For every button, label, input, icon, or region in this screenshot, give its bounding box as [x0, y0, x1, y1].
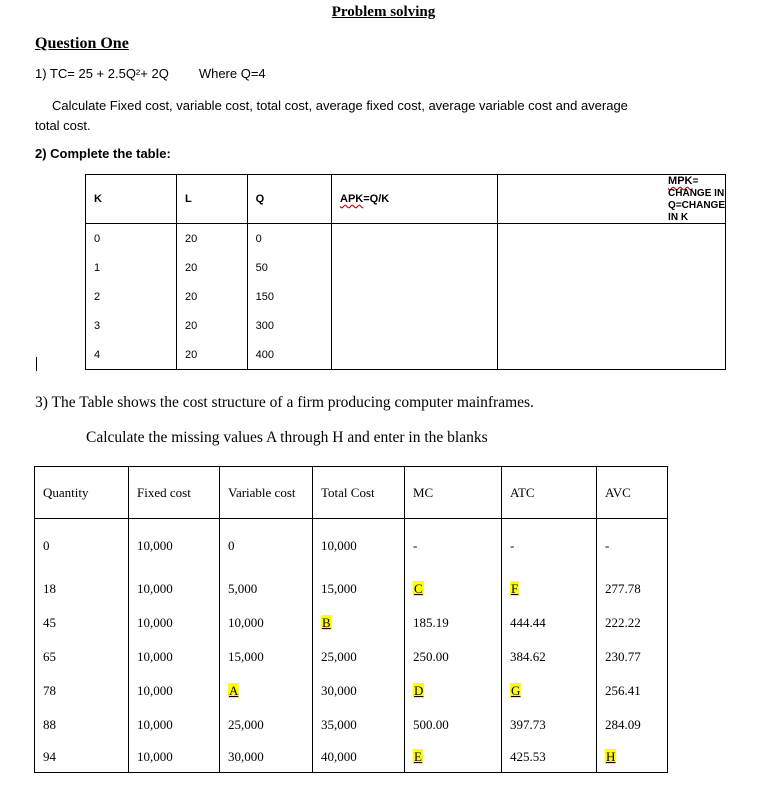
cell-quantity: 65 — [35, 640, 129, 674]
cell-fixed-cost: 10,000 — [129, 674, 220, 708]
table-row — [35, 674, 668, 708]
blank-h-marker[interactable]: H — [606, 749, 616, 764]
table-row — [35, 519, 668, 573]
cell-q: 150 — [247, 282, 331, 311]
header-atc: ATC — [502, 467, 597, 519]
cell-atc: 425.53 — [502, 742, 597, 773]
cell-k: 1 — [86, 253, 177, 282]
cell-total-cost: 30,000 — [313, 674, 405, 708]
apk-label: APK — [340, 193, 364, 205]
cell-k: 3 — [86, 311, 177, 340]
cell-q: 300 — [247, 311, 331, 340]
cell-fixed-cost: 10,000 — [129, 572, 220, 606]
header-q: Q — [247, 175, 331, 224]
text-cursor — [36, 357, 37, 371]
apk-formula: =Q/K — [363, 193, 390, 205]
cell-atc — [502, 674, 597, 708]
cell-variable-cost: 15,000 — [220, 640, 313, 674]
header-k: K — [86, 175, 177, 224]
cell-k: 2 — [86, 282, 177, 311]
cell-total-cost: 40,000 — [313, 742, 405, 773]
header-variable-cost: Variable cost — [220, 467, 313, 519]
cell-l: 20 — [176, 340, 247, 370]
cell-total-cost: 35,000 — [313, 708, 405, 742]
cell-mc: 250.00 — [405, 640, 502, 674]
cell-mc: 500.00 — [405, 708, 502, 742]
cell-mpk-blank[interactable] — [498, 311, 726, 340]
cell-fixed-cost: 10,000 — [129, 519, 220, 573]
q1-formula-line — [35, 66, 266, 81]
cell-k: 0 — [86, 224, 177, 254]
cost-structure-table — [34, 466, 668, 773]
cell-total-cost: 10,000 — [313, 519, 405, 573]
cell-q: 400 — [247, 340, 331, 370]
production-table — [85, 174, 726, 370]
q3-intro: 3) The Table shows the cost structure of a firm producing computer mainframes. — [35, 394, 534, 411]
cell-apk-blank[interactable] — [332, 282, 498, 311]
cell-fixed-cost: 10,000 — [129, 742, 220, 773]
blank-e-marker[interactable]: E — [414, 749, 422, 764]
table-row — [35, 606, 668, 640]
cell-quantity: 78 — [35, 674, 129, 708]
cell-atc — [502, 572, 597, 606]
cell-mc: - — [405, 519, 502, 573]
question-one-heading: Question One — [35, 35, 129, 52]
cell-fixed-cost: 10,000 — [129, 640, 220, 674]
table-row — [86, 311, 726, 340]
blank-b-marker[interactable]: B — [322, 615, 331, 630]
header-avc: AVC — [597, 467, 668, 519]
cell-fixed-cost: 10,000 — [129, 708, 220, 742]
q1-instruction: Calculate Fixed cost, variable cost, total cost, average fixed cost, average variable cost and average total cost. — [35, 98, 628, 133]
cell-atc: 397.73 — [502, 708, 597, 742]
table-row — [86, 340, 726, 370]
cell-variable-cost: 30,000 — [220, 742, 313, 773]
table-header-row — [35, 467, 668, 519]
cell-variable-cost: 10,000 — [220, 606, 313, 640]
cell-avc — [597, 742, 668, 773]
cell-total-cost: 25,000 — [313, 640, 405, 674]
header-quantity: Quantity — [35, 467, 129, 519]
cell-avc: 256.41 — [597, 674, 668, 708]
cell-l: 20 — [176, 311, 247, 340]
cell-l: 20 — [176, 224, 247, 254]
q1-where: Where Q=4 — [198, 66, 266, 81]
table-row — [35, 640, 668, 674]
blank-d-marker[interactable]: D — [414, 683, 424, 698]
cell-k: 4 — [86, 340, 177, 370]
cell-avc: 284.09 — [597, 708, 668, 742]
blank-f-marker[interactable]: F — [511, 581, 519, 596]
table-row — [35, 572, 668, 606]
header-apk — [332, 175, 498, 224]
cell-mpk-blank[interactable] — [498, 253, 726, 282]
table-row — [86, 282, 726, 311]
cell-avc: 222.22 — [597, 606, 668, 640]
cell-mc — [405, 674, 502, 708]
q2-heading: 2) Complete the table: — [35, 146, 171, 161]
cell-variable-cost: 25,000 — [220, 708, 313, 742]
q3-instruction: Calculate the missing values A through H and enter in the blanks — [86, 429, 488, 446]
cell-mc — [405, 572, 502, 606]
cell-q: 50 — [247, 253, 331, 282]
table-header-row — [86, 175, 726, 224]
cell-quantity: 94 — [35, 742, 129, 773]
cell-quantity: 45 — [35, 606, 129, 640]
cell-avc: 277.78 — [597, 572, 668, 606]
header-mc: MC — [405, 467, 502, 519]
mpk-formula: = CHANGE IN Q=CHANGE IN K — [668, 176, 725, 223]
cell-mc — [405, 742, 502, 773]
cell-avc: 230.77 — [597, 640, 668, 674]
cell-mpk-blank[interactable] — [498, 224, 726, 254]
cell-quantity: 88 — [35, 708, 129, 742]
cell-variable-cost — [220, 674, 313, 708]
cell-quantity: 0 — [35, 519, 129, 573]
header-mpk — [498, 175, 726, 224]
cell-fixed-cost: 10,000 — [129, 606, 220, 640]
cell-total-cost: 15,000 — [313, 572, 405, 606]
cell-l: 20 — [176, 282, 247, 311]
table-row — [86, 253, 726, 282]
q1-formula: 1) TC= 25 + 2.5Q²+ 2Q — [35, 66, 169, 81]
cell-mpk-blank[interactable] — [498, 340, 726, 370]
page-title: Problem solving — [331, 4, 436, 20]
cell-mc: 185.19 — [405, 606, 502, 640]
header-total-cost: Total Cost — [313, 467, 405, 519]
cell-atc: 444.44 — [502, 606, 597, 640]
cell-apk-blank[interactable] — [332, 311, 498, 340]
cell-variable-cost: 0 — [220, 519, 313, 573]
header-l: L — [176, 175, 247, 224]
cell-variable-cost: 5,000 — [220, 572, 313, 606]
cell-atc: - — [502, 519, 597, 573]
cell-avc: - — [597, 519, 668, 573]
cell-apk-blank[interactable] — [332, 340, 498, 370]
table-row — [86, 224, 726, 254]
cell-atc: 384.62 — [502, 640, 597, 674]
table-row — [35, 742, 668, 773]
cell-total-cost — [313, 606, 405, 640]
cell-l: 20 — [176, 253, 247, 282]
cell-mpk-blank[interactable] — [498, 282, 726, 311]
cell-quantity: 18 — [35, 572, 129, 606]
blank-c-marker[interactable]: C — [414, 581, 423, 596]
cell-q: 0 — [247, 224, 331, 254]
cell-apk-blank[interactable] — [332, 253, 498, 282]
blank-g-marker[interactable]: G — [511, 683, 521, 698]
header-fixed-cost: Fixed cost — [129, 467, 220, 519]
mpk-label: MPK — [668, 175, 693, 187]
cell-apk-blank[interactable] — [332, 224, 498, 254]
blank-a-marker[interactable]: A — [229, 683, 239, 698]
table-row — [35, 708, 668, 742]
